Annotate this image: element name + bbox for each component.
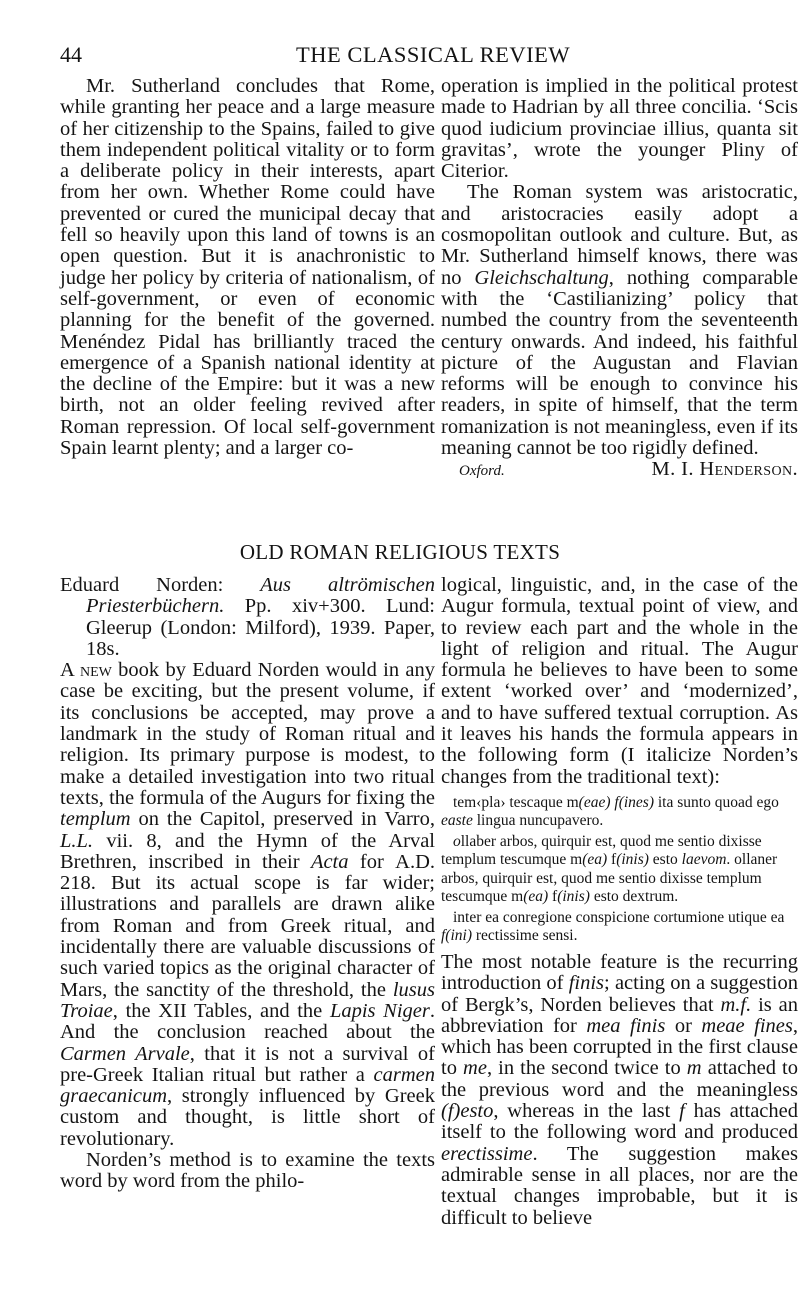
journal-title: THE CLASSICAL REVIEW — [296, 42, 571, 67]
p1-text-6: , the XII Tables, and the — [112, 999, 323, 1022]
lead-in: A new — [60, 659, 112, 682]
review-one-paragraph: Mr. Sutherland concludes that Rome, while granting her peace and a large measure of her citizenship to the Spains, failed to give them independent political vitality or to form a deliberate policy in their interests, apart from her own. Whether Rome could have prevented or cured the municipal decay that fell so heavily upon this land of towns is an open question. But it is anachronistic to judge her policy by criteria of nationalism, of self-government, or even of economic planning for the benefit of the governed. Menéndez Pidal has brilliantly traced the emergence of a Spanish national identity at the decline of the Empire: but it was a new birth, not an older feeling revived after Roman repression. Of local self-government Spain learnt plenty; and a larger co- — [60, 75, 435, 460]
p3-text-6: , in the second twice to — [486, 1057, 681, 1080]
p3-text-5: , which has been corrupted in the first clause to — [441, 1014, 798, 1080]
f2g: laevom — [681, 851, 727, 869]
f2l: esto dextrum. — [589, 888, 679, 906]
p3-text-8: , whereas in the last — [493, 1100, 671, 1123]
formula-line-3 — [441, 909, 798, 946]
book-citation — [60, 575, 435, 660]
f3c: rectissime sensi. — [472, 927, 578, 945]
review-two-paragraph-2: Norden’s method is to examine the texts word by word from the philo- — [60, 1149, 435, 1193]
term-meae-fines: meae fines — [701, 1014, 793, 1037]
f3b: f(ini) — [441, 927, 472, 945]
p3-text-7: attached to the previous word and the meaningless — [441, 1057, 798, 1101]
f1g: lingua nuncupavero. — [472, 812, 604, 830]
p3-text-1: The most notable feature is the recurring introduction of — [441, 950, 798, 995]
p1-text-8: , that it is not a survival of pre-Greek Italian ritual but rather a — [60, 1042, 435, 1086]
term-mf: m.f. — [720, 993, 752, 1016]
f2j: f — [548, 888, 558, 906]
f1e: ita sunto quoad ego — [654, 793, 779, 811]
f2k: (inis) — [557, 888, 590, 906]
term-m: m — [686, 1057, 702, 1080]
column-right-top — [441, 76, 798, 481]
column-left-top — [60, 76, 435, 459]
closing-text-b: , nothing comparable with the ‘Castilianizing’ policy that numbed the country from the seventeenth century onwards. And indeed, his faithful picture of the Augustan and Flavian reforms will be enough to convince his readers, in spite of himself, that the term romanization is not meaningless, even if its meaning cannot be too rigidly defined. — [441, 266, 798, 460]
f2f: esto — [648, 851, 682, 869]
review-two-paragraph-2-cont: logical, linguistic, and, in the case of the Augur formula, textual point of view, and to review each part and the whole in the light of religion and ritual. The Augur formula he believes to have been to some extent ‘worked over’ and ‘modernized’, and to have suffered textual corruption. As it leaves his hands the formula appears in the following form (I italicize Norden’s changes from the traditional text): — [441, 574, 798, 788]
review-two-paragraph-3 — [441, 952, 798, 1229]
term-finis: finis — [568, 972, 605, 995]
f2d: f — [607, 851, 617, 869]
f1d: f(ines) — [614, 793, 654, 811]
f2e: (inis) — [616, 851, 649, 869]
p1-text-9: , strongly influenced by Greek custom and thought, is little short of revolutionary. — [60, 1085, 435, 1150]
f2c: (ea) — [582, 851, 608, 869]
citation-colon: : — [217, 574, 224, 596]
f2h: . ollaner arbos, quirquir est, quod me sentio dixisse templum tescumque m — [441, 851, 778, 906]
p3-text-9: has attached itself to the following word and produced — [441, 1100, 798, 1144]
running-header — [60, 42, 800, 72]
term-lusus-troiae: lusus Troiae — [60, 978, 435, 1022]
p1-text-4: for — [359, 850, 384, 873]
term-ll: L.L. — [60, 829, 94, 852]
p1-text-5: 218. But its actual scope is far wider; illustrations and parallels are drawn alike from Roman and from Greek ritual, and incidentally there are valuable discussions of such varied topics as the original character of Mars, the sanctity of the threshold, the — [60, 872, 435, 1001]
citation-details: Pp. xiv+300. Lund: Gleerup (London: Milford), 1939. Paper, 18s. — [86, 595, 435, 660]
term-acta: Acta — [310, 850, 349, 873]
reviewer-signature: M. I. Henderson. — [651, 458, 798, 481]
term-carmen-arvale: Carmen Arvale — [60, 1042, 190, 1065]
f2i: (ea) — [523, 888, 549, 906]
term-gleichschaltung: Gleichschaltung — [474, 266, 609, 289]
f1f: easte — [441, 812, 473, 830]
augur-formula — [441, 794, 798, 946]
p3-text-3: is an abbreviation for — [441, 993, 798, 1037]
p3-text-2: ; acting on a suggestion of Bergk’s, Norden believes that — [441, 972, 798, 1016]
term-f: f — [679, 1100, 685, 1123]
term-lapis-niger: Lapis Niger — [329, 999, 430, 1022]
p1-text-3: vii. 8, and the Hymn of the Arval Brethren, inscribed in their — [60, 829, 435, 873]
f1b: (eae) — [578, 793, 611, 811]
p3-text-10: . The suggestion makes admirable sense in all places, nor are the textual changes improbable, but it is difficult to believe — [441, 1142, 798, 1229]
column-right-bottom — [441, 575, 798, 1229]
citation-title: Aus altrömischen Priesterbüchern. — [86, 574, 435, 618]
closing-text-a: The Roman system was aristocratic, and aristocracies easily adopt a cosmopolitan outlook and culture. But, as Mr. Sutherland himself knows, there was no — [441, 181, 798, 289]
term-me: me — [463, 1057, 487, 1080]
p1-text-1: book by Eduard Norden would in any case be exciting, but the present volume, if its conclusions be accepted, may prove a landmark in the study of Roman ritual and religion. Its primary purpose is modest, to make a detailed investigation into two ritual texts, the formula of the Augurs for fixing the — [60, 659, 435, 809]
p3-text-4: or — [674, 1014, 692, 1037]
page-number: 44 — [60, 42, 82, 67]
term-ad: A.D. — [395, 850, 435, 873]
p1-text-2: on the Capitol, preserved in Varro, — [138, 808, 435, 831]
term-festo: (f)esto — [441, 1100, 494, 1123]
reviewer-affiliation: Oxford. — [459, 463, 505, 480]
formula-line-1 — [441, 794, 798, 831]
f2a: o — [453, 832, 461, 850]
formula-line-2 — [441, 833, 798, 907]
f3a: inter ea conregione conspicione cortumione utique ea — [453, 908, 785, 926]
section-heading: OLD ROMAN RELIGIOUS TEXTS — [239, 540, 561, 564]
f1a: tem‹pla› tescaque m — [453, 793, 579, 811]
term-templum: templum — [60, 808, 131, 831]
review-two-paragraph-1 — [60, 660, 435, 1150]
p1-text-7: . And the conclusion reached about the — [60, 999, 435, 1044]
column-left-bottom — [60, 575, 435, 1193]
term-erectissime: erectissime — [441, 1142, 533, 1165]
review-one-continuation: operation is implied in the political protest made to Hadrian by all three concilia. ‘Scis quod iudicium provinciae illius, quanta sit gravitas’, wrote the younger Pliny of Citerior. — [441, 75, 798, 183]
term-carmen-graecanicum: carmen graecanicum — [60, 1063, 436, 1108]
citation-author: Eduard Norden — [60, 574, 218, 596]
term-mea-finis: mea finis — [586, 1014, 666, 1037]
f2b: llaber arbos, quirquir est, quod me sentio dixisse templum tescumque m — [441, 832, 762, 869]
